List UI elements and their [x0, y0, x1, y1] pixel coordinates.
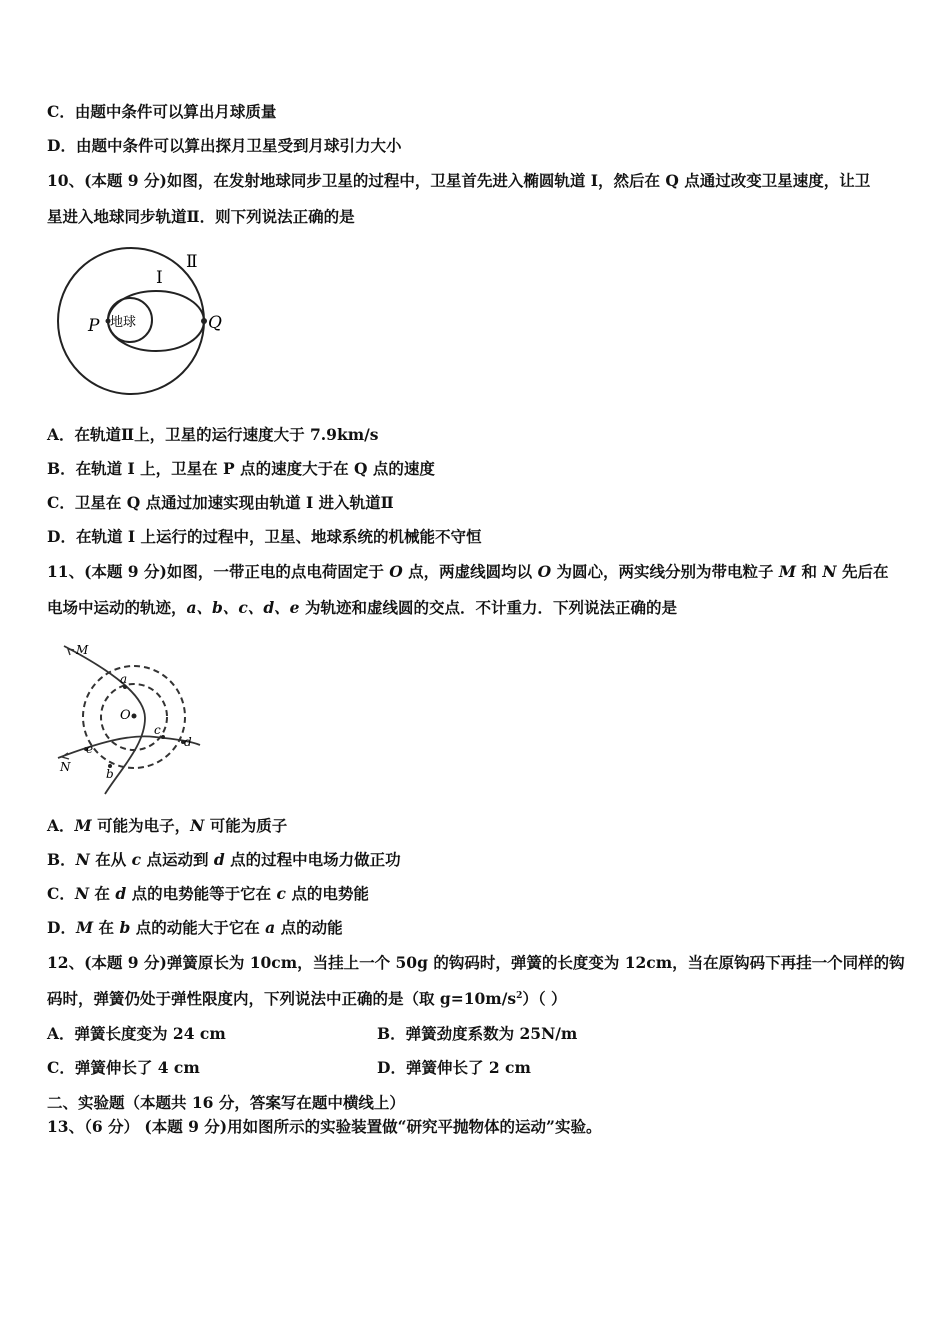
option-text: 点运动到 [146, 850, 209, 869]
orbit-figure [46, 238, 236, 398]
q10-stem-line1: 10、(本题 9 分)如图，在发射地球同步卫星的过程中，卫星首先进入椭圆轨道 I，然后在 Q 点通过改变卫星速度，让卫 [47, 171, 871, 190]
q10-stem-line2: 星进入地球同步轨道Ⅱ．则下列说法正确的是 [47, 207, 355, 226]
q10-option-b: B．在轨道 I 上，卫星在 P 点的速度大于在 Q 点的速度 [47, 459, 435, 478]
q9-option-d: D．由题中条件可以算出探月卫星受到月球引力大小 [47, 136, 402, 155]
point-c-dot [161, 735, 165, 739]
q12-stem-line1: 12、(本题 9 分)弹簧原长为 10cm，当挂上一个 50g 的钩码时，弹簧的长度变为 12cm，当在原钩码下再挂一个同样的钩 [47, 953, 905, 972]
point-ref: c [276, 884, 286, 903]
q12-stem-part: 码时，弹簧仍处于弹性限度内，下列说法中正确的是（取 g=10m/s [47, 989, 517, 1008]
point-q-dot [201, 318, 207, 324]
q12-stem-part: ）（ ） [522, 989, 567, 1008]
option-text: 在从 [95, 850, 127, 869]
option-text: 在 [94, 884, 110, 903]
q11-stem-line2 [47, 598, 677, 618]
q11-option-b [47, 850, 401, 870]
q11-stem-part: 为圆心，两实线分别为带电粒子 [556, 562, 774, 581]
q12-option-c: C．弹簧伸长了 4 cm [47, 1058, 200, 1077]
point-p-label: P [88, 316, 100, 336]
trajectory-m [64, 646, 145, 794]
q9-option-c: C．由题中条件可以算出月球质量 [47, 102, 277, 121]
section-title: 二、实验题（本题共 16 分，答案写在题中横线上） [47, 1093, 405, 1112]
option-text: 点的动能 [280, 918, 343, 937]
orbit-1-label: I [156, 268, 163, 288]
label-o: O [120, 708, 131, 723]
q12-stem-line2 [47, 989, 567, 1009]
superscript: 2 [516, 991, 523, 1001]
option-text: 点的动能大于它在 [135, 918, 260, 937]
particle-m-ref: M [75, 918, 94, 937]
trajectory-figure [50, 640, 210, 800]
q11-option-a [47, 816, 287, 836]
charge-o-dot [132, 714, 137, 719]
particle-n-ref: N [75, 850, 90, 869]
option-text: 点的电势能等于它在 [131, 884, 272, 903]
q12-option-a: A．弹簧长度变为 24 cm [47, 1024, 226, 1043]
q11-stem-part: 先后在 [842, 562, 889, 581]
q10-option-c: C．卫星在 Q 点通过加速实现由轨道 I 进入轨道Ⅱ [47, 493, 394, 512]
trajectory-n [58, 736, 200, 758]
particle-n-ref: N [74, 884, 90, 903]
particle-m-ref: M [74, 816, 92, 835]
label-a: a [120, 672, 128, 686]
option-text: 点的电势能 [291, 884, 369, 903]
arrow-m [68, 649, 74, 655]
point-ref: b [119, 918, 131, 937]
earth-label: 地球 [110, 315, 137, 330]
label-b: b [106, 767, 114, 781]
q12-option-b: B．弹簧劲度系数为 25N/m [377, 1024, 578, 1043]
q11-stem-part: 和 [801, 562, 818, 581]
label-m: M [76, 643, 89, 657]
orbit-2-label: Ⅱ [186, 252, 198, 272]
particle-n-ref: N [190, 816, 205, 835]
point-ref: a [265, 918, 276, 937]
q11-stem-line1 [47, 562, 889, 582]
q11-stem-part: 11、(本题 9 分)如图，一带正电的点电荷固定于 [47, 562, 384, 581]
label-e: e [86, 742, 94, 756]
q11-option-d [47, 918, 343, 938]
q10-option-d: D．在轨道 I 上运行的过程中，卫星、地球系统的机械能不守恒 [47, 527, 482, 546]
q11-option-c [47, 884, 369, 904]
q13-stem: 13、（6 分） (本题 9 分)用如图所示的实验装置做“研究平抛物体的运动”实验。 [47, 1117, 602, 1136]
charge-o-ref: O [389, 562, 403, 581]
charge-o-ref: O [537, 562, 552, 581]
option-letter: B． [47, 850, 76, 869]
option-text: 可能为质子 [209, 816, 288, 835]
q11-stem-part: 电场中运动的轨迹， [47, 598, 187, 617]
option-text: 可能为电子， [97, 816, 191, 835]
label-c: c [154, 723, 161, 737]
point-q-label: Q [208, 313, 222, 333]
q11-stem-part: 为轨迹和虚线圆的交点．不计重力．下列说法正确的是 [304, 598, 677, 617]
option-letter: A． [47, 816, 75, 835]
particle-m-ref: M [778, 562, 797, 581]
q10-option-a: A．在轨道Ⅱ上，卫星的运行速度大于 7.9km/s [47, 425, 379, 444]
option-text: 在 [98, 918, 115, 937]
point-ref: d [213, 850, 225, 869]
label-d: d [184, 735, 192, 749]
option-letter: C． [47, 884, 75, 903]
q11-stem-part: 点，两虚线圆均以 [408, 562, 533, 581]
point-ref: c [131, 850, 142, 869]
option-text: 点的过程中电场力做正功 [230, 850, 401, 869]
label-n: N [60, 760, 71, 774]
option-letter: D． [47, 918, 76, 937]
intersection-points-ref: a、b、c、d、e [186, 598, 300, 617]
q12-option-d: D．弹簧伸长了 2 cm [377, 1058, 531, 1077]
point-ref: d [115, 884, 127, 903]
particle-n-ref: N [822, 562, 837, 581]
